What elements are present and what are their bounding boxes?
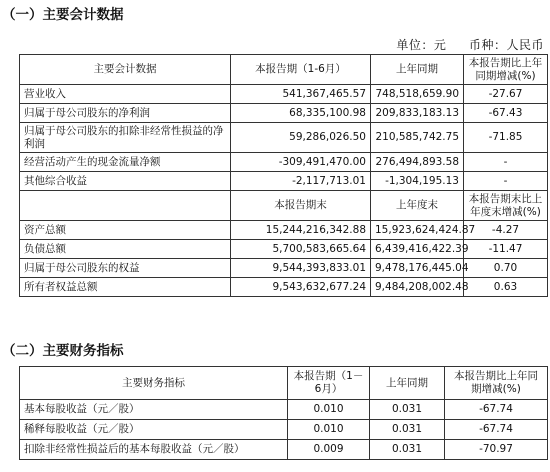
subheader-change-pct: 本报告期末比上年度末增减(%) — [464, 191, 548, 221]
row-current: 541,367,465.57 — [231, 85, 371, 104]
subheader-empty — [20, 191, 231, 221]
table-row — [20, 104, 548, 123]
header-prior-period: 上年同期 — [371, 55, 464, 85]
table-row — [20, 420, 548, 440]
row-current: 9,543,632,677.24 — [231, 278, 371, 297]
row-change: - — [464, 172, 548, 191]
row-change: -67.43 — [464, 104, 548, 123]
section1-title: （一）主要会计数据 — [2, 7, 124, 23]
header-change-pct: 本报告期比上年同期增减(%) — [445, 367, 548, 400]
table-row — [20, 85, 548, 104]
row-label: 基本每股收益（元／股） — [20, 400, 288, 420]
row-change: -11.47 — [464, 240, 548, 259]
row-label: 资产总额 — [20, 221, 231, 240]
row-current: 0.010 — [288, 400, 370, 420]
row-change: -27.67 — [464, 85, 548, 104]
header-indicator: 主要财务指标 — [20, 367, 288, 400]
row-change: 0.70 — [464, 259, 548, 278]
row-current: -309,491,470.00 — [231, 153, 371, 172]
row-current: 9,544,393,833.01 — [231, 259, 371, 278]
header-prior-period: 上年同期 — [370, 367, 445, 400]
row-label: 经营活动产生的现金流量净额 — [20, 153, 231, 172]
row-prior: 748,518,659.90 — [371, 85, 464, 104]
row-change: -70.97 — [445, 440, 548, 460]
row-label: 扣除非经常性损益后的基本每股收益（元／股） — [20, 440, 288, 460]
row-current: 15,244,216,342.88 — [231, 221, 371, 240]
row-label: 稀释每股收益（元／股） — [20, 420, 288, 440]
row-current: 59,286,026.50 — [231, 123, 371, 153]
table-row — [20, 221, 548, 240]
table-row — [20, 259, 548, 278]
row-label: 所有者权益总额 — [20, 278, 231, 297]
row-change: -67.74 — [445, 420, 548, 440]
row-change: -4.27 — [464, 221, 548, 240]
row-change: - — [464, 153, 548, 172]
accounting-data-table — [19, 54, 548, 297]
row-label: 其他综合收益 — [20, 172, 231, 191]
row-current: 0.009 — [288, 440, 370, 460]
section2-title: （二）主要财务指标 — [2, 343, 124, 359]
table-row — [20, 153, 548, 172]
row-prior: 6,439,416,422.39 — [371, 240, 464, 259]
table-row — [20, 400, 548, 420]
table-header-row — [20, 55, 548, 85]
subheader-period-end: 本报告期末 — [231, 191, 371, 221]
row-label: 归属于母公司股东的净利润 — [20, 104, 231, 123]
unit-currency-line — [396, 37, 544, 53]
currency-label: 币种：人民币 — [468, 38, 544, 52]
row-label: 归属于母公司股东的权益 — [20, 259, 231, 278]
table-row — [20, 278, 548, 297]
row-change: -67.74 — [445, 400, 548, 420]
row-current: 68,335,100.98 — [231, 104, 371, 123]
row-prior: 0.031 — [370, 440, 445, 460]
row-current: -2,117,713.01 — [231, 172, 371, 191]
row-label: 归属于母公司股东的扣除非经常性损益的净利润 — [20, 123, 231, 153]
row-prior: 9,484,208,002.48 — [371, 278, 464, 297]
row-current: 0.010 — [288, 420, 370, 440]
row-prior: 0.031 — [370, 420, 445, 440]
unit-label: 单位：元 — [396, 38, 447, 52]
row-prior: 276,494,893.58 — [371, 153, 464, 172]
table-row — [20, 172, 548, 191]
row-prior: -1,304,195.13 — [371, 172, 464, 191]
header-current-period: 本报告期（1-6月） — [231, 55, 371, 85]
row-label: 营业收入 — [20, 85, 231, 104]
table-header-row — [20, 367, 548, 400]
table-row — [20, 440, 548, 460]
row-prior: 209,833,183.13 — [371, 104, 464, 123]
row-change: -71.85 — [464, 123, 548, 153]
table-row — [20, 240, 548, 259]
table-row — [20, 123, 548, 153]
row-prior: 0.031 — [370, 400, 445, 420]
subheader-prior-year-end: 上年度末 — [371, 191, 464, 221]
row-label: 负债总额 — [20, 240, 231, 259]
financial-indicators-table — [19, 366, 548, 460]
header-item: 主要会计数据 — [20, 55, 231, 85]
row-prior: 15,923,624,424.87 — [371, 221, 464, 240]
row-change: 0.63 — [464, 278, 548, 297]
row-prior: 210,585,742.75 — [371, 123, 464, 153]
row-current: 5,700,583,665.64 — [231, 240, 371, 259]
header-current-period: 本报告期（1－6月） — [288, 367, 370, 400]
table-subheader-row — [20, 191, 548, 221]
header-change-pct: 本报告期比上年同期增减(%) — [464, 55, 548, 85]
row-prior: 9,478,176,445.04 — [371, 259, 464, 278]
